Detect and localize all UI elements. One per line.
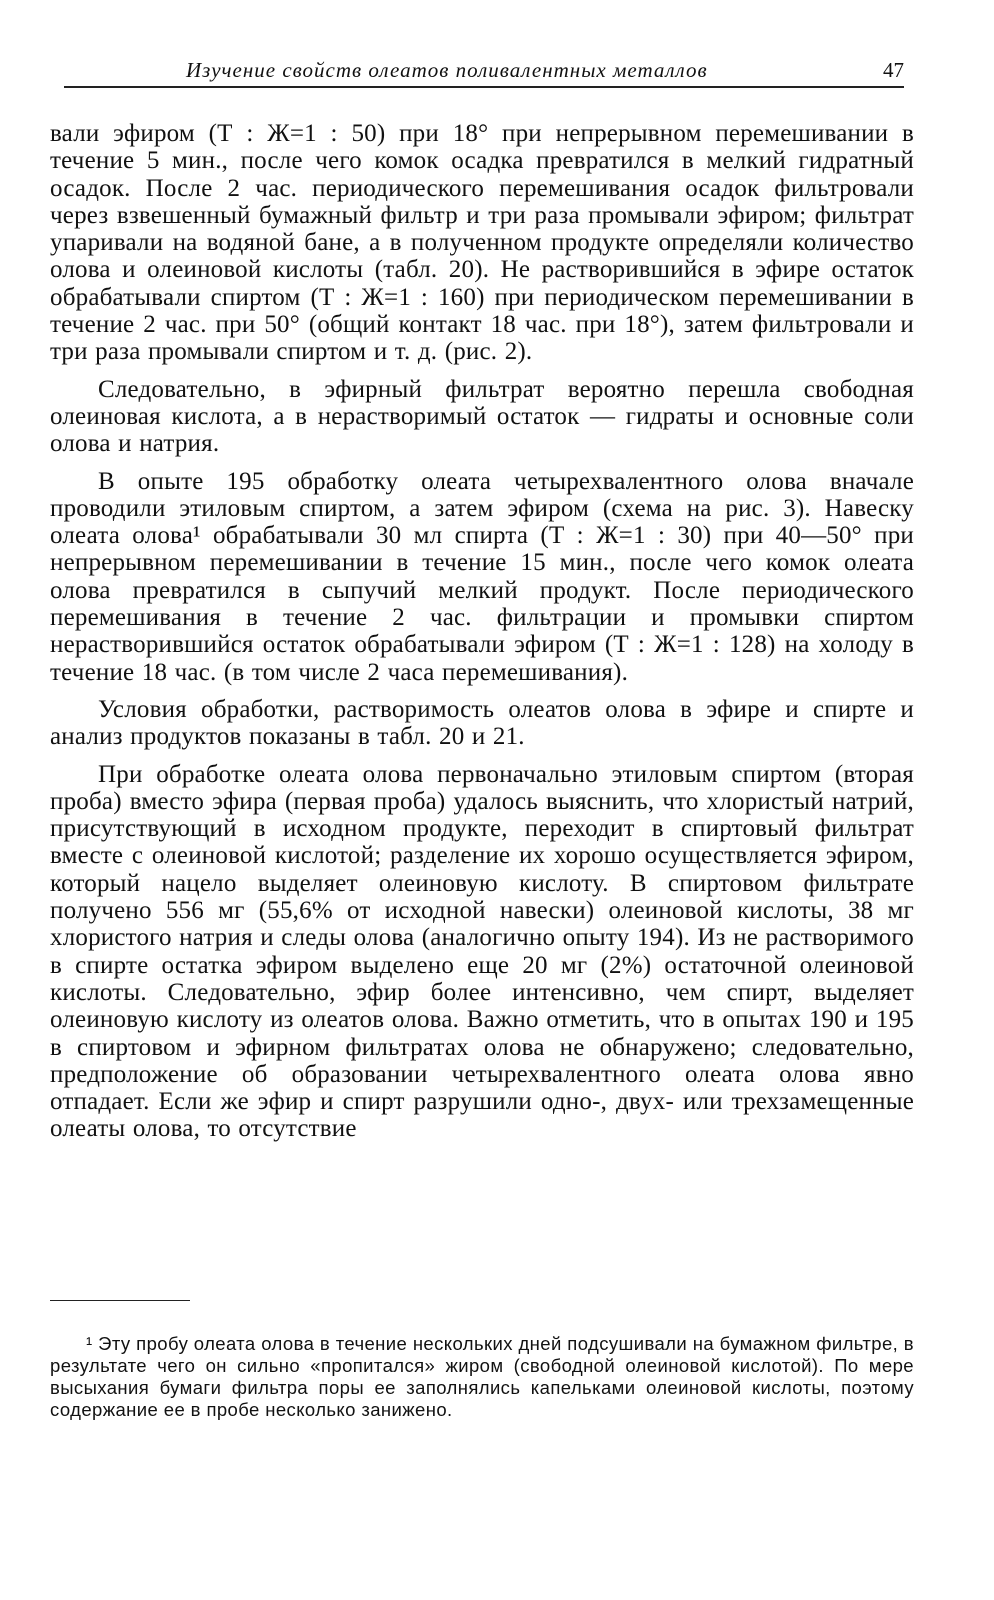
page-number: 47 — [883, 58, 904, 82]
paragraph-continuation: вали эфиром (Т : Ж=1 : 50) при 18° при непрерывном перемешивании в течение 5 мин., после чего комок осадка превратился в мелкий гидратный осадок. После 2 час. периодического перемешивания осадок фильтровали через взвешенный бумажный фильтр и три раза промывали эфиром; фильтрат упаривали на водяной бане, а в полученном продукте определяли количество олова и олеиновой кислоты (табл. 20). Не растворившийся в эфире остаток обрабатывали спиртом (Т : Ж=1 : 160) при периодическом перемешивании в течение 2 час. при 50° (общий контакт 18 час. при 18°), затем фильтровали и три раза промывали спиртом и т. д. (рис. 2). — [50, 120, 914, 366]
running-header — [64, 52, 904, 88]
running-title: Изучение свойств олеатов поливалентных металлов — [186, 58, 708, 82]
main-text — [50, 120, 914, 1153]
paragraph: Следовательно, в эфирный фильтрат вероятно перешла свободная олеиновая кислота, а в нерастворимый остаток — гидраты и основные соли олова и натрия. — [50, 375, 914, 458]
footnote-divider — [50, 1300, 190, 1301]
paragraph: Условия обработки, растворимость олеатов олова в эфире и спирте и анализ продуктов показаны в табл. 20 и 21. — [50, 695, 914, 751]
paragraph: При обработке олеата олова первоначально этиловым спиртом (вторая проба) вместо эфира (первая проба) удалось выяснить, что хлористый натрий, присутствующий в исходном продукте, переходит в спиртовый фильтрат вместе с олеиновой кислотой; разделение их хорошо осуществляется эфиром, который нацело выделяет олеиновую кислоту. В спиртовом фильтрате получено 556 мг (55,6% от исходной навески) олеиновой кислоты, 38 мг хлористого натрия и следы олова (аналогично опыту 194). Из не растворимого в спирте остатка эфиром выделено еще 20 мг (2%) остаточной олеиновой кислоты. Следовательно, эфир более интенсивно, чем спирт, выделяет олеиновую кислоту из олеатов олова. Важно отметить, что в опытах 190 и 195 в спиртовом и эфирном фильтратах олова не обнаружено; следовательно, предположение об образовании четырехвалентного олеата олова явно отпадает. Если же эфир и спирт разрушили одно-, двух- или трехзамещенные олеаты олова, то отсутствие — [50, 760, 914, 1143]
paragraph: В опыте 195 обработку олеата четырехвалентного олова вначале проводили этиловым спиртом, а затем эфиром (схема на рис. 3). Навеску олеата олова¹ обрабатывали 30 мл спирта (Т : Ж=1 : 30) при 40—50° при непрерывном перемешивании в течение 15 мин., после чего комок олеата олова превратился в сыпучий мелкий продукт. После периодического перемешивания в течение 2 час. фильтрации и промывки спиртом нерастворившийся остаток обрабатывали эфиром (Т : Ж=1 : 128) на холоду в течение 18 час. (в том числе 2 часа перемешивания). — [50, 467, 914, 686]
book-page — [50, 0, 914, 1600]
footnote: ¹ Эту пробу олеата олова в течение нескольких дней подсушивали на бумажном фильтре, в результате чего он сильно «пропитался» жиром (свободной олеиновой кислотой). По мере высыхания бумаги фильтра поры ее заполнялись капельками олеиновой кислоты, поэтому содержание ее в пробе несколько занижено. — [50, 1332, 914, 1420]
